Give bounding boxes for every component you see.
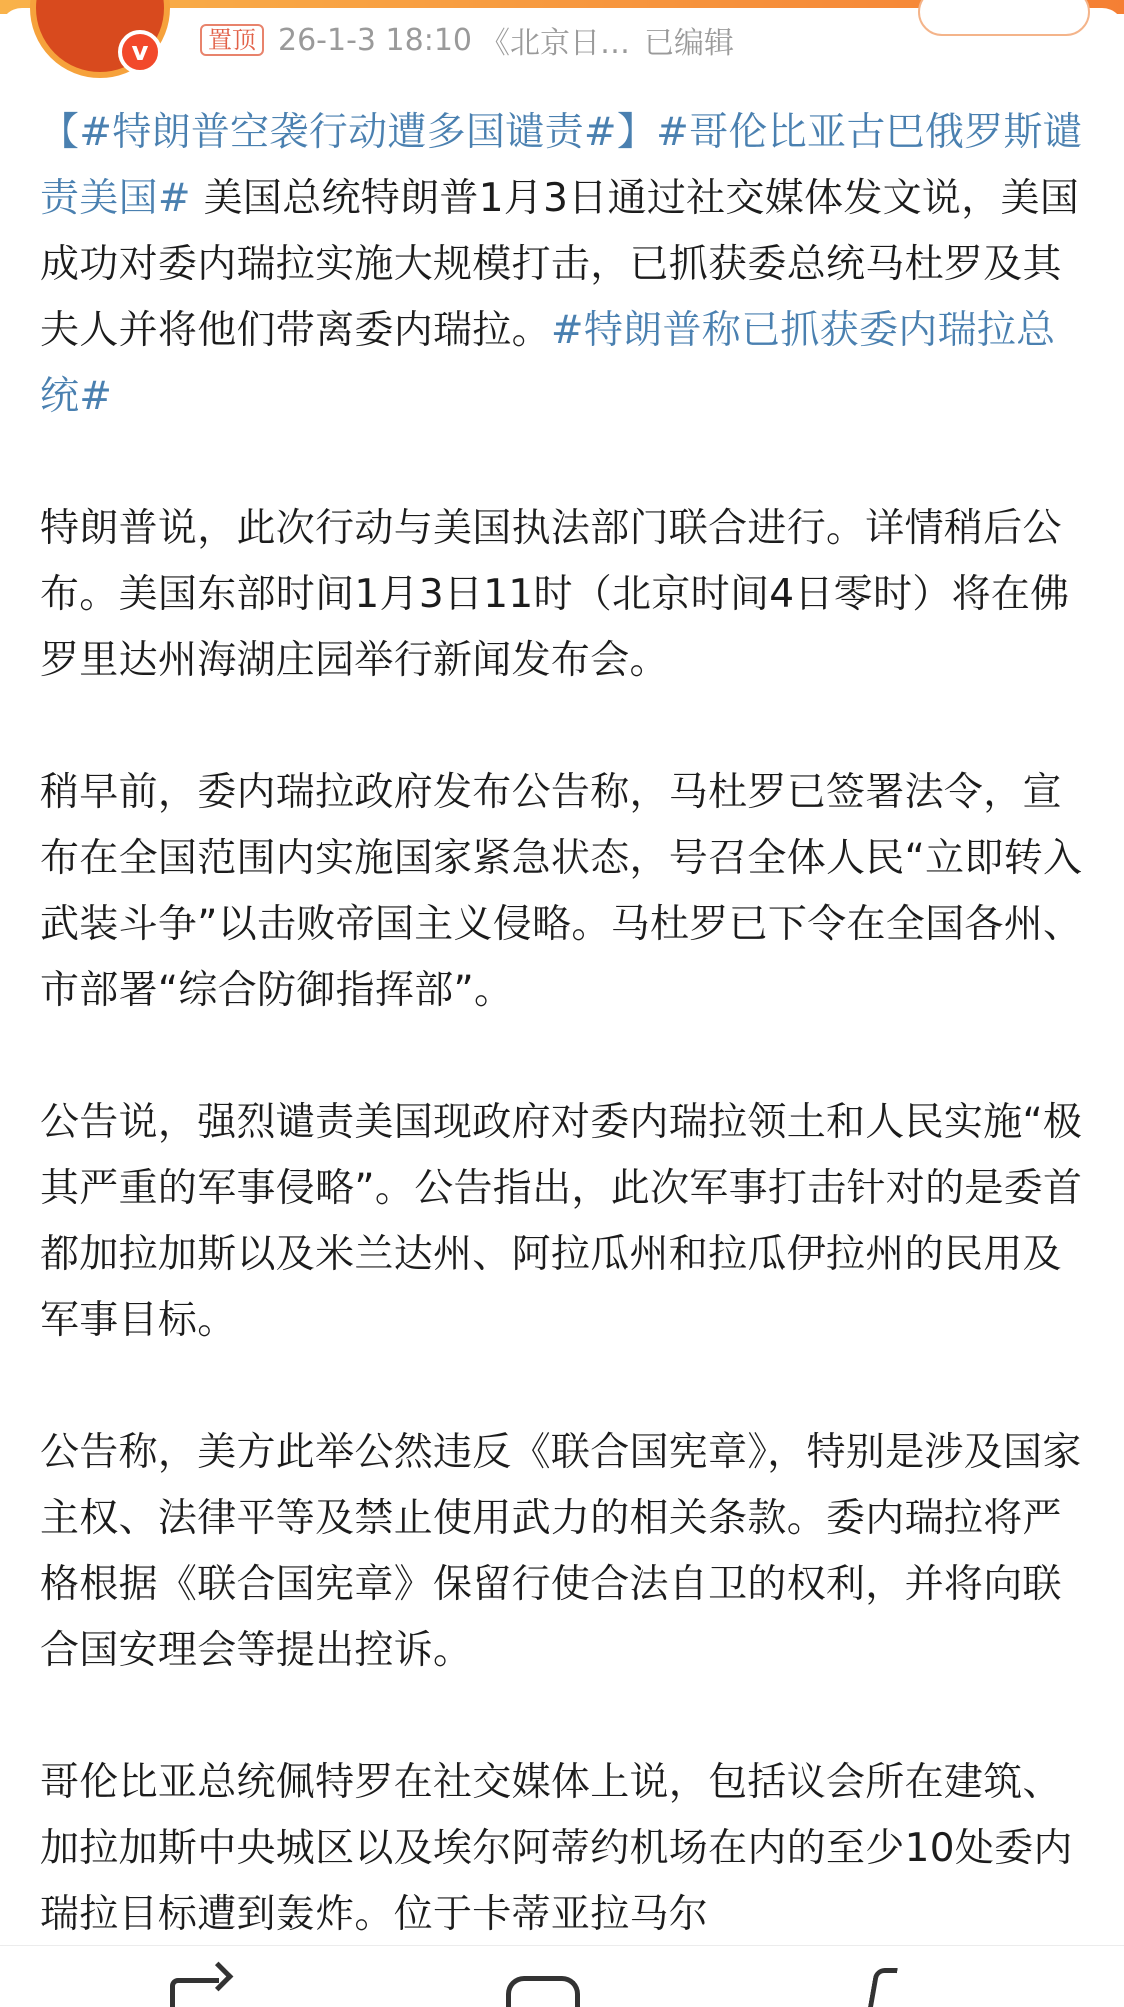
post-paragraph-6: 哥伦比亚总统佩特罗在社交媒体上说，包括议会所在建筑、加拉加斯中央城区以及埃尔阿蒂约机场在内的至少10处委内瑞拉目标遭到轰炸。位于卡蒂亚拉马尔 [40, 1760, 1073, 1937]
follow-button[interactable] [918, 0, 1090, 36]
hashtag-link[interactable]: 【#特朗普空袭行动遭多国谴责#】 [40, 110, 657, 155]
post-paragraph-2: 特朗普说，此次行动与美国执法部门联合进行。详情稍后公布。美国东部时间1月3日11时（北京时间4日零时）将在佛罗里达州海湖庄园举行新闻发布会。 [40, 506, 1070, 683]
verified-badge-icon: v [118, 30, 162, 74]
post-paragraph-1 [40, 100, 1090, 430]
comment-icon[interactable] [506, 1964, 586, 2007]
post-paragraph-4: 公告说，强烈谴责美国现政府对委内瑞拉领土和人民实施“极其严重的军事侵略”。公告指出，此次军事打击针对的是委首都加拉加斯以及米兰达州、阿拉瓜州和拉瓜伊拉州的民用及军事目标。 [40, 1100, 1083, 1343]
paragraph-text: 美国总统特朗普1月3日通过社交媒体发文说，美国成功对委内瑞拉实施大规模打击，已抓获委总统马杜罗及其夫人并将他们带离委内瑞拉。 [40, 176, 1080, 353]
post-source[interactable]: 《北京日… [480, 26, 630, 61]
post-timestamp: 26-1-3 18:10 [278, 22, 472, 58]
pinned-tag: 置顶 [200, 24, 264, 56]
hashtag-link[interactable]: #哥伦比亚古巴俄罗斯谴责美国# [40, 110, 1083, 221]
like-icon[interactable] [850, 1964, 930, 2007]
share-icon[interactable] [160, 1964, 240, 2007]
edited-label[interactable]: 已编辑 [644, 26, 734, 61]
post-body [40, 100, 1090, 2007]
post-paragraph-3: 稍早前，委内瑞拉政府发布公告称，马杜罗已签署法令，宣布在全国范围内实施国家紧急状态，号召全体人民“立即转入武装斗争”以击败帝国主义侵略。马杜罗已下令在全国各州、市部署“综合防御指挥部”。 [40, 770, 1083, 1013]
hashtag-link[interactable]: #特朗普称已抓获委内瑞拉总统# [40, 308, 1056, 419]
action-bar [0, 1945, 1124, 2007]
post-header [0, 8, 1124, 68]
post-meta [200, 20, 734, 60]
post-paragraph-5: 公告称，美方此举公然违反《联合国宪章》，特别是涉及国家主权、法律平等及禁止使用武力的相关条款。委内瑞拉将严格根据《联合国宪章》保留行使合法自卫的权利，并将向联合国安理会等提出控诉。 [40, 1430, 1082, 1673]
